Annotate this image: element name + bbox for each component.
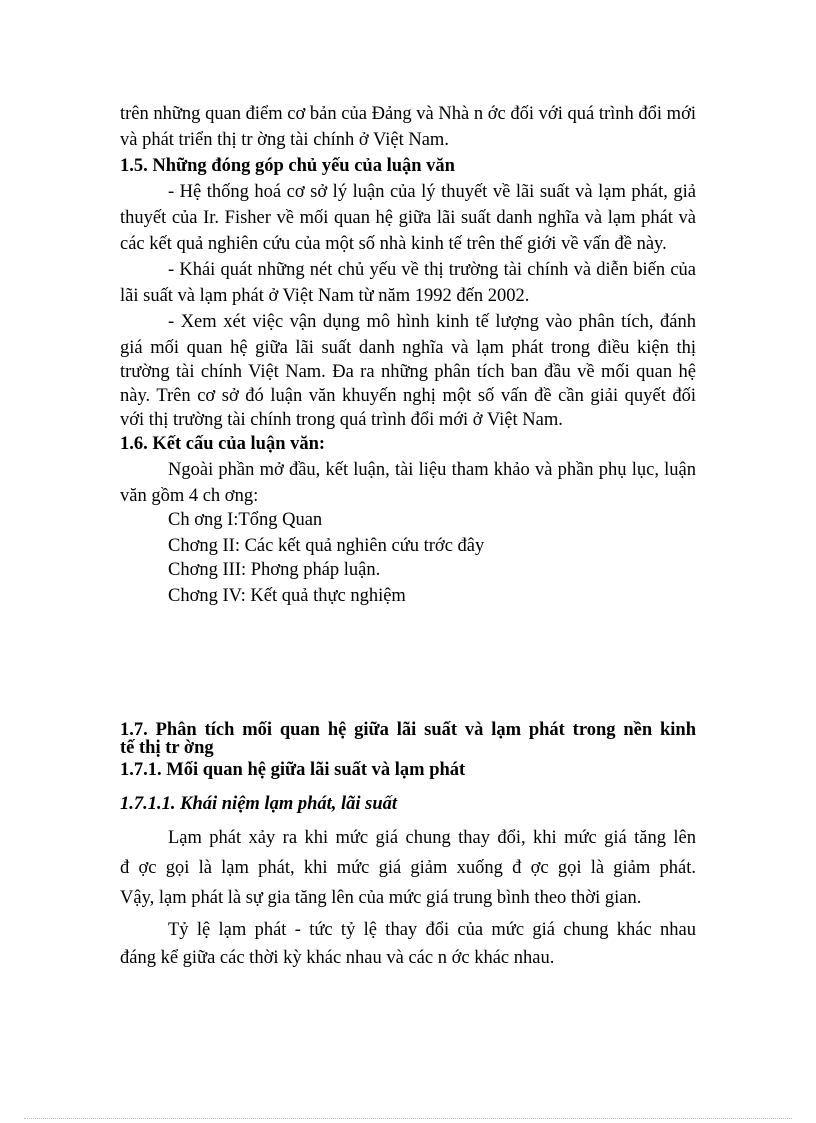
paragraph-line: giá mối quan hệ giữa lãi suất danh nghĩa và lạm phát trong điều kiện thị	[120, 338, 696, 358]
paragraph-line: này. Trên cơ sở đó luận văn khuyến nghị một số vấn đề cần giải quyết đối	[120, 386, 696, 406]
subsection-heading: 1.7.1. Mối quan hệ giữa lãi suất và lạm phát	[120, 760, 466, 780]
section-heading-continued: tế thị tr ờng	[120, 738, 214, 758]
paragraph-line: - Xem xét việc vận dụng mô hình kinh tế lượng vào phân tích, đánh	[168, 312, 696, 332]
section-heading: 1.7. Phân tích mối quan hệ giữa lãi suất và lạm phát trong nền kinh	[120, 720, 696, 740]
paragraph-line: văn gồm 4 ch ơng:	[120, 486, 259, 506]
paragraph-line: Lạm phát xảy ra khi mức giá chung thay đổi, khi mức giá tăng lên	[168, 828, 696, 848]
paragraph-line: các kết quả nghiên cứu của một số nhà kinh tế trên thế giới về vấn đề này.	[120, 234, 667, 254]
paragraph-line: Vậy, lạm phát là sự gia tăng lên của mức giá trung bình theo thời gian.	[120, 888, 642, 908]
paragraph-line: thuyết của Ir. Fisher về mối quan hệ giữa lãi suất danh nghĩa và lạm phát và	[120, 208, 696, 228]
paragraph-line: Ngoài phần mở đầu, kết luận, tài liệu tham khảo và phần phụ lục, luận	[168, 460, 696, 480]
paragraph-line: - Khái quát những nét chủ yếu về thị trường tài chính và diễn biến của	[168, 260, 696, 280]
page-bottom-border	[24, 1118, 792, 1119]
paragraph-line: Tỷ lệ lạm phát - tức tỷ lệ thay đổi của mức giá chung khác nhau	[168, 920, 696, 940]
chapter-item: Ch ơng I:Tổng Quan	[168, 510, 323, 530]
paragraph-line: lãi suất và lạm phát ở Việt Nam từ năm 1992 đến 2002.	[120, 286, 530, 306]
paragraph-line: đ ợc gọi là lạm phát, khi mức giá giảm xuống đ ợc gọi là giảm phát.	[120, 858, 696, 878]
chapter-item: Chơng IV: Kết quả thực nghiệm	[168, 586, 406, 606]
paragraph-line: trên những quan điểm cơ bản của Đảng và Nhà n ớc đối với quá trình đổi mới	[120, 104, 696, 124]
paragraph-line: đáng kể giữa các thời kỳ khác nhau và các n ớc khác nhau.	[120, 948, 555, 968]
section-heading: 1.6. Kết cấu của luận văn:	[120, 434, 326, 454]
subsubsection-heading: 1.7.1.1. Khái niệm lạm phát, lãi suất	[120, 794, 398, 814]
chapter-item: Chơng III: Phơng pháp luận.	[168, 560, 381, 580]
paragraph-line: với thị trường tài chính trong quá trình đổi mới ở Việt Nam.	[120, 410, 563, 430]
section-heading: 1.5. Những đóng góp chủ yếu của luận văn	[120, 156, 455, 176]
chapter-item: Chơng II: Các kết quả nghiên cứu trớc đây	[168, 536, 485, 556]
paragraph-line: trường tài chính Việt Nam. Đa ra những phân tích ban đầu về mối quan hệ	[120, 362, 696, 382]
paragraph-line: - Hệ thống hoá cơ sở lý luận của lý thuyết về lãi suất và lạm phát, giả	[168, 182, 696, 202]
paragraph-line: và phát triển thị tr ờng tài chính ở Việt Nam.	[120, 130, 449, 150]
